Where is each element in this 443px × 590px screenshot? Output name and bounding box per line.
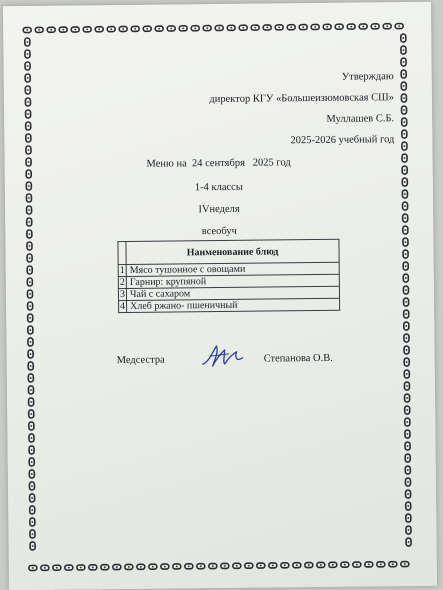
border-link: [341, 562, 349, 567]
border-link: [77, 565, 85, 570]
border-link: [29, 398, 34, 406]
dishes-table: [117, 239, 340, 313]
row-number: 2: [119, 276, 125, 289]
border-link: [405, 418, 410, 426]
table-header-num: [118, 241, 126, 264]
menu-title: Меню на 24 сентября 2025 год: [146, 157, 291, 170]
border-link: [402, 166, 407, 174]
border-link: [404, 334, 409, 342]
border-link: [263, 25, 271, 30]
border-link: [335, 24, 343, 29]
border-link: [359, 24, 367, 29]
border-link: [25, 50, 30, 58]
border-link: [233, 563, 241, 568]
border-link: [95, 27, 103, 32]
border-link: [30, 518, 35, 526]
border-link: [405, 442, 410, 450]
border-link: [155, 26, 163, 31]
border-link: [239, 25, 247, 30]
table-row: [119, 298, 340, 312]
border-link: [28, 350, 33, 358]
border-link: [402, 118, 407, 126]
border-link: [293, 563, 301, 568]
border-link: [28, 326, 33, 334]
border-link: [404, 346, 409, 354]
border-link: [29, 422, 34, 430]
border-link: [23, 27, 31, 32]
border-link: [28, 362, 33, 370]
border-link: [161, 564, 169, 569]
border-link: [404, 358, 409, 366]
border-link: [347, 24, 355, 29]
border-link: [215, 25, 223, 30]
border-link: [299, 25, 307, 30]
border-link: [404, 322, 409, 330]
border-link: [101, 565, 109, 570]
border-link: [89, 565, 97, 570]
border-link: [405, 466, 410, 474]
border-link: [401, 46, 406, 54]
border-link: [30, 506, 35, 514]
border-link: [401, 58, 406, 66]
border-link: [275, 25, 283, 30]
border-link: [29, 434, 34, 442]
border-link: [29, 565, 37, 570]
border-link: [403, 214, 408, 222]
border-link: [25, 98, 30, 106]
border-link: [47, 27, 55, 32]
border-link: [383, 24, 391, 29]
border-link: [402, 142, 407, 150]
menu-type: всеобуч: [201, 225, 237, 238]
border-link: [167, 26, 175, 31]
border-link: [401, 94, 406, 102]
document-sheet: [3, 2, 437, 590]
border-link: [28, 302, 33, 310]
border-link: [29, 482, 34, 490]
border-link: [35, 27, 43, 32]
border-link: [26, 134, 31, 142]
border-link: [406, 514, 411, 522]
border-link: [402, 190, 407, 198]
border-link: [406, 526, 411, 534]
border-link: [30, 530, 35, 538]
border-link: [405, 478, 410, 486]
border-link: [131, 26, 139, 31]
border-link: [403, 286, 408, 294]
border-link: [209, 564, 217, 569]
border-link: [404, 370, 409, 378]
border-link: [26, 146, 31, 154]
border-link: [29, 446, 34, 454]
border-link: [83, 27, 91, 32]
border-link: [41, 565, 49, 570]
border-link: [406, 538, 411, 546]
row-number: 4: [120, 300, 126, 313]
border-link: [119, 26, 127, 31]
border-link: [137, 564, 145, 569]
border-link: [53, 565, 61, 570]
border-link: [28, 314, 33, 322]
border-link: [191, 26, 199, 31]
table-header-dishes: Наименование блюд: [126, 239, 339, 264]
border-link: [143, 26, 151, 31]
border-link: [403, 250, 408, 258]
border-link: [353, 562, 361, 567]
border-link: [403, 262, 408, 270]
border-link: [402, 106, 407, 114]
row-dish: Чай с сахаром: [126, 286, 339, 300]
border-link: [28, 338, 33, 346]
border-link: [323, 24, 331, 29]
border-link: [113, 565, 121, 570]
border-link: [329, 562, 337, 567]
border-link: [404, 298, 409, 306]
border-link: [245, 563, 253, 568]
border-link: [405, 406, 410, 414]
border-link: [406, 502, 411, 510]
border-link: [25, 86, 30, 94]
border-link: [26, 194, 31, 202]
border-link: [30, 542, 35, 550]
border-link: [311, 24, 319, 29]
menu-classes: 1-4 классы: [194, 181, 243, 194]
border-link: [227, 25, 235, 30]
approval-year: 2025-2026 учебный год: [290, 134, 395, 147]
border-link: [173, 564, 181, 569]
border-link: [27, 254, 32, 262]
border-link: [401, 34, 406, 42]
border-link: [30, 494, 35, 502]
menu-week: IVнеделя: [198, 203, 240, 216]
border-link: [26, 122, 31, 130]
border-link: [287, 25, 295, 30]
border-link: [179, 26, 187, 31]
border-link: [401, 70, 406, 78]
border-link: [29, 458, 34, 466]
border-link: [149, 564, 157, 569]
border-link: [27, 290, 32, 298]
border-link: [404, 382, 409, 390]
border-link: [28, 386, 33, 394]
border-link: [29, 410, 34, 418]
approval-name: Муллашев С.Б.: [326, 113, 395, 125]
border-link: [257, 563, 265, 568]
border-link: [317, 562, 325, 567]
border-link: [401, 82, 406, 90]
row-dish: Мясо тушонное с овощами: [126, 262, 339, 276]
signoff-role: Медсестра: [116, 354, 165, 367]
border-link: [401, 562, 409, 567]
border-link: [221, 563, 229, 568]
border-link: [251, 25, 259, 30]
border-link: [371, 24, 379, 29]
border-link: [377, 562, 385, 567]
border-link: [28, 374, 33, 382]
row-number: 1: [119, 264, 125, 277]
border-link: [197, 564, 205, 569]
border-link: [27, 218, 32, 226]
row-dish: Хлеб ржано- пшеничный: [127, 298, 340, 312]
border-link: [305, 563, 313, 568]
border-link: [406, 490, 411, 498]
border-link: [395, 24, 403, 29]
border-link: [26, 170, 31, 178]
border-link: [405, 430, 410, 438]
border-link: [269, 563, 277, 568]
border-link: [403, 274, 408, 282]
border-link: [25, 38, 30, 46]
border-link: [402, 130, 407, 138]
signature-icon: [198, 342, 248, 371]
border-link: [65, 565, 73, 570]
border-link: [25, 62, 30, 70]
border-link: [59, 27, 67, 32]
border-link: [29, 470, 34, 478]
border-link: [107, 27, 115, 32]
row-number: 3: [119, 288, 126, 301]
signoff-name: Степанова О.В.: [263, 352, 333, 365]
table-header-row: [118, 239, 339, 264]
border-link: [185, 564, 193, 569]
border-link: [403, 238, 408, 246]
approval-title: Утверждаю: [341, 71, 394, 83]
border-link: [281, 563, 289, 568]
approval-director: директор КГУ «Большеизюмовская СШ»: [209, 92, 394, 106]
row-dish: Гарнир: крупяной: [126, 274, 339, 288]
border-link: [365, 562, 373, 567]
border-link: [405, 394, 410, 402]
border-link: [27, 278, 32, 286]
border-link: [71, 27, 79, 32]
border-link: [25, 74, 30, 82]
border-link: [26, 110, 31, 118]
border-link: [27, 242, 32, 250]
border-link: [27, 266, 32, 274]
border-link: [125, 564, 133, 569]
border-link: [389, 562, 397, 567]
border-link: [203, 26, 211, 31]
approval-block: [209, 66, 394, 152]
border-link: [404, 310, 409, 318]
border-link: [405, 454, 410, 462]
